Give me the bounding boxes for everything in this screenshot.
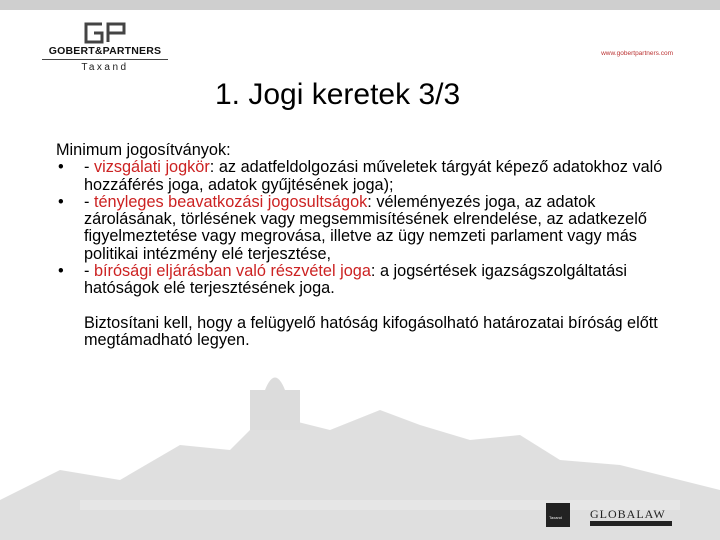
list-item — [56, 159, 676, 194]
logo-subtitle: Taxand — [81, 62, 129, 73]
item-highlight: tényleges beavatkozási jogosultságok — [93, 192, 368, 211]
website-url: www.gobertpartners.com — [601, 50, 673, 57]
bullet-icon: • — [58, 158, 64, 177]
taxand-badge-label: Taxand — [549, 515, 562, 520]
list-item — [56, 194, 676, 263]
slide-title: 1. Jogi keretek 3/3 — [215, 78, 461, 111]
logo-name: GOBERT&PARTNERS — [48, 45, 162, 57]
list-item — [56, 263, 676, 298]
globalaw-bar — [590, 521, 672, 526]
item-text: : az adatfeldolgozási műveletek tárgyát képező adatokhoz való hozzáférés joga, adatok gyűjtésének joga); — [84, 158, 663, 194]
item-prefix: - — [84, 262, 94, 281]
closing-text: Biztosítani kell, hogy a felügyelő hatóság kifogásolható határozatai bíróság előtt megtámadható legyen. — [84, 313, 658, 349]
item-prefix: - — [84, 158, 94, 177]
bullet-icon: • — [58, 192, 64, 211]
company-logo — [40, 18, 170, 76]
item-text: : a jogsértések igazságszolgáltatási hatóságok elé terjesztésének joga. — [84, 262, 628, 298]
rights-list — [56, 159, 676, 297]
slide-body — [56, 142, 676, 349]
logo-divider — [42, 59, 168, 60]
item-highlight: vizsgálati jogkör — [93, 158, 210, 177]
intro-text: Minimum jogosítványok: — [56, 141, 231, 159]
top-bar — [0, 0, 720, 10]
globalaw-logo: GLOBALAW — [590, 507, 666, 521]
item-highlight: bírósági eljárásban való részvétel joga — [93, 262, 371, 281]
item-prefix: - — [84, 192, 94, 211]
gp-logo-icon — [84, 22, 126, 44]
item-text: : véleményezés joga, az adatok zárolásának, törlésének vagy megsemmisítésének elrendelése, az adatkezelő figyelmeztetése vagy megrovása, illetve az ügy nemzeti parlament vagy más politikai intézmény elé terjesztése, — [84, 192, 647, 263]
bullet-icon: • — [58, 262, 64, 281]
